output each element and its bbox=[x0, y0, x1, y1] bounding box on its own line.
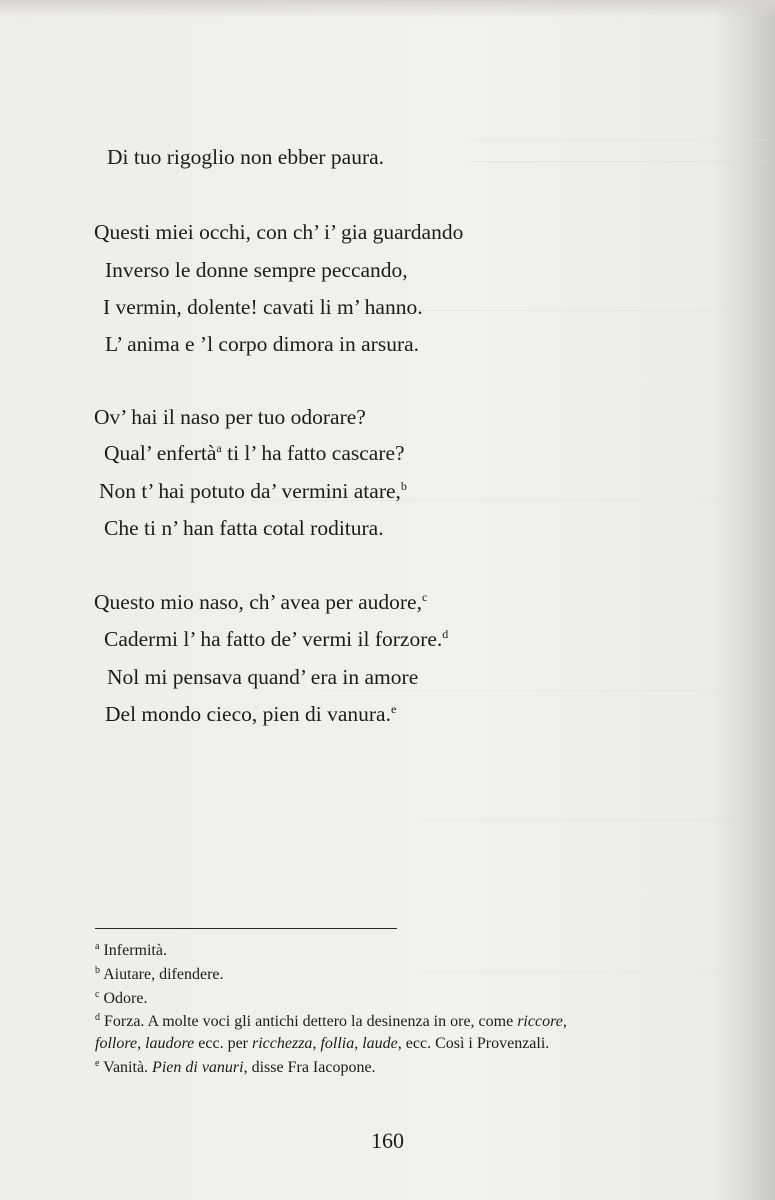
footnote-text: Vanità. bbox=[103, 1059, 153, 1076]
footnote-marker: d bbox=[442, 627, 449, 641]
footnote-marker: a bbox=[216, 441, 222, 455]
verse-line bbox=[105, 704, 396, 726]
footnote-a bbox=[95, 940, 735, 962]
page-number: 160 bbox=[371, 1128, 404, 1153]
footnote-marker: b bbox=[400, 479, 407, 493]
footnote-marker: e bbox=[390, 702, 397, 716]
verse-line: Che ti n’ han fatta cotal roditura. bbox=[104, 516, 384, 540]
footnote-mark: c bbox=[95, 989, 100, 1000]
verse-line: Nol mi pensava quand’ era in amore bbox=[107, 665, 419, 689]
footnote-italic: laude bbox=[362, 1035, 398, 1052]
verse-line bbox=[104, 629, 448, 651]
verse-text: Non t’ hai potuto da’ vermini atare, bbox=[99, 479, 401, 503]
footnote-italic: follore bbox=[95, 1035, 138, 1052]
verse-text: Del mondo cieco, pien di vanura. bbox=[105, 702, 391, 726]
footnote-mark: d bbox=[95, 1012, 100, 1023]
footnote-divider bbox=[95, 928, 397, 929]
footnote-text: , bbox=[312, 1035, 321, 1052]
footnote-text: Infermità. bbox=[103, 942, 167, 959]
footnote-text: , disse Fra Iacopone. bbox=[243, 1059, 376, 1076]
footnote-e bbox=[95, 1057, 735, 1079]
footnote-text: Odore. bbox=[103, 990, 148, 1007]
verse-text: ti l’ ha fatto cascare? bbox=[221, 441, 405, 465]
footnote-text: ecc. per bbox=[194, 1035, 252, 1052]
footnote-marker: c bbox=[421, 590, 428, 604]
footnote-text: , ecc. Così i Provenzali. bbox=[397, 1035, 550, 1052]
footnote-text: , bbox=[137, 1035, 146, 1052]
verse-line bbox=[104, 443, 405, 465]
verse-line bbox=[99, 481, 407, 503]
footnote-italic: riccore, bbox=[517, 1013, 567, 1030]
footnote-b bbox=[95, 964, 735, 986]
verse-line: Di tuo rigoglio non ebber paura. bbox=[107, 145, 385, 169]
footnote-italic: follia bbox=[320, 1035, 355, 1052]
verse-line bbox=[94, 592, 427, 614]
footnote-c bbox=[95, 988, 735, 1010]
footnote-mark: b bbox=[95, 965, 100, 976]
footnote-text: , bbox=[354, 1035, 363, 1052]
footnote-italic: ricchezza bbox=[252, 1035, 313, 1052]
footnote-d bbox=[95, 1011, 735, 1055]
page-top-edge-shadow bbox=[0, 0, 775, 18]
verse-text: Qual’ enfertà bbox=[104, 441, 217, 465]
verse-text: Questo mio naso, ch’ avea per audore, bbox=[94, 590, 422, 614]
verse-line: Inverso le donne sempre peccando, bbox=[105, 258, 408, 282]
footnote-italic: Pien di vanuri bbox=[152, 1059, 244, 1076]
footnote-mark: a bbox=[95, 941, 100, 952]
verse-line: Questi miei occhi, con ch’ i’ gia guardando bbox=[94, 220, 464, 244]
verse-line: Ov’ hai il naso per tuo odorare? bbox=[94, 405, 366, 429]
verse-text: Cadermi l’ ha fatto de’ vermi il forzore. bbox=[104, 627, 443, 651]
verse-line: I vermin, dolente! cavati li m’ hanno. bbox=[103, 295, 423, 319]
footnote-text: Forza. A molte voci gli antichi dettero la desinenza in ore, come bbox=[104, 1013, 518, 1030]
footnote-text: Aiutare, difendere. bbox=[103, 966, 224, 983]
footnote-mark: e bbox=[95, 1058, 100, 1069]
verse-line: L’ anima e ’l corpo dimora in arsura. bbox=[105, 332, 420, 356]
footnote-italic: laudore bbox=[145, 1035, 195, 1052]
